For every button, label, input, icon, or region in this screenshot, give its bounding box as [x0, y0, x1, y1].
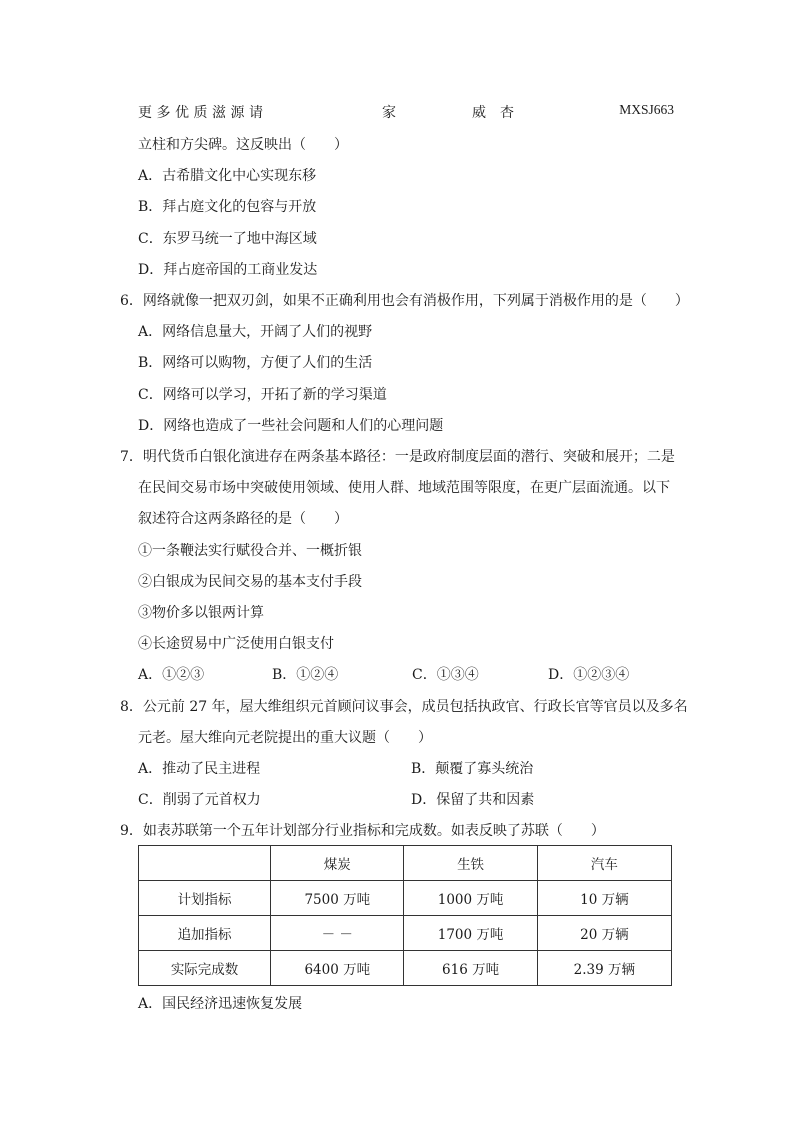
table-row	[139, 916, 672, 951]
q7-option-a: A．①②③	[138, 667, 205, 683]
table-cell: 7500 万吨	[271, 881, 404, 916]
q8-stem-line-1: 8．公元前 27 年，屋大维组织元首顾问议事会，成员包括执政官、行政长官等官员以及多名	[120, 699, 688, 715]
table-cell: － －	[271, 916, 404, 951]
q7-stem-line-3: 叙述符合这两条路径的是（ ）	[138, 511, 348, 527]
q8-option-c: C．削弱了元首权力	[138, 792, 261, 808]
table-cell: 10 万辆	[537, 881, 671, 916]
table-header-cell: 煤炭	[271, 846, 404, 881]
table-header-cell	[139, 846, 271, 881]
table-header-row	[139, 846, 672, 881]
table-cell: 616 万吨	[404, 951, 537, 986]
q5-option-d: D．拜占庭帝国的工商业发达	[138, 262, 318, 278]
q7-item-3: ③物价多以银两计算	[138, 605, 264, 621]
q9-stem: 9．如表苏联第一个五年计划部分行业指标和完成数。如表反映了苏联（ ）	[120, 823, 605, 839]
q8-stem-line-2: 元老。屋大维向元老院提出的重大议题（ ）	[138, 730, 432, 746]
q7-option-c: C．①③④	[412, 667, 479, 683]
table-cell: 实际完成数	[139, 951, 271, 986]
table-header-cell: 汽车	[537, 846, 671, 881]
q7-stem-line-2: 在民间交易市场中突破使用领域、使用人群、地域范围等限度，在更广层面流通。以下	[138, 480, 670, 496]
q7-option-b: B．①②④	[272, 667, 339, 683]
q5-stem-tail: 立柱和方尖碑。这反映出（ ）	[138, 137, 348, 153]
header-weixing: 威杏	[472, 105, 528, 121]
table-row	[139, 951, 672, 986]
header-text: 更多优质滋源请	[138, 105, 268, 121]
q5-option-b: B．拜占庭文化的包容与开放	[138, 199, 317, 215]
page-header	[138, 102, 674, 122]
q6-option-c: C．网络可以学习，开拓了新的学习渠道	[138, 387, 387, 403]
table-cell: 20 万辆	[537, 916, 671, 951]
table-row	[139, 881, 672, 916]
table-cell: 2.39 万辆	[537, 951, 671, 986]
q7-stem-line-1: 7．明代货币白银化演进存在两条基本路径：一是政府制度层面的潜行、突破和展开；二是	[120, 449, 675, 465]
q7-option-d: D．①②③④	[548, 667, 630, 683]
q7-item-4: ④长途贸易中广泛使用白银支付	[138, 636, 334, 652]
q9-data-table	[138, 845, 672, 986]
table-cell: 1000 万吨	[404, 881, 537, 916]
q7-item-2: ②白银成为民间交易的基本支付手段	[138, 574, 362, 590]
q6-option-d: D．网络也造成了一些社会问题和人们的心理问题	[138, 418, 444, 434]
q8-option-a: A．推动了民主进程	[138, 761, 261, 777]
table-cell: 追加指标	[139, 916, 271, 951]
table-cell: 6400 万吨	[271, 951, 404, 986]
q8-option-b: B．颠覆了寡头统治	[411, 761, 534, 777]
q6-option-a: A．网络信息量大，开阔了人们的视野	[138, 324, 373, 340]
q6-stem: 6．网络就像一把双刃剑，如果不正确利用也会有消极作用，下列属于消极作用的是（ ）	[120, 293, 689, 309]
q6-option-b: B．网络可以购物，方便了人们的生活	[138, 355, 373, 371]
table-header-cell: 生铁	[404, 846, 537, 881]
q5-option-c: C．东罗马统一了地中海区域	[138, 231, 317, 247]
header-code: MXSJ663	[619, 102, 674, 117]
q9-option-a: A．国民经济迅速恢复发展	[138, 996, 303, 1012]
header-jia: 家	[382, 105, 396, 121]
table-cell: 1700 万吨	[404, 916, 537, 951]
q7-item-1: ①一条鞭法实行赋役合并、一概折银	[138, 543, 362, 559]
table-cell: 计划指标	[139, 881, 271, 916]
q5-option-a: A．古希腊文化中心实现东移	[138, 168, 317, 184]
q8-option-d: D．保留了共和因素	[411, 792, 535, 808]
